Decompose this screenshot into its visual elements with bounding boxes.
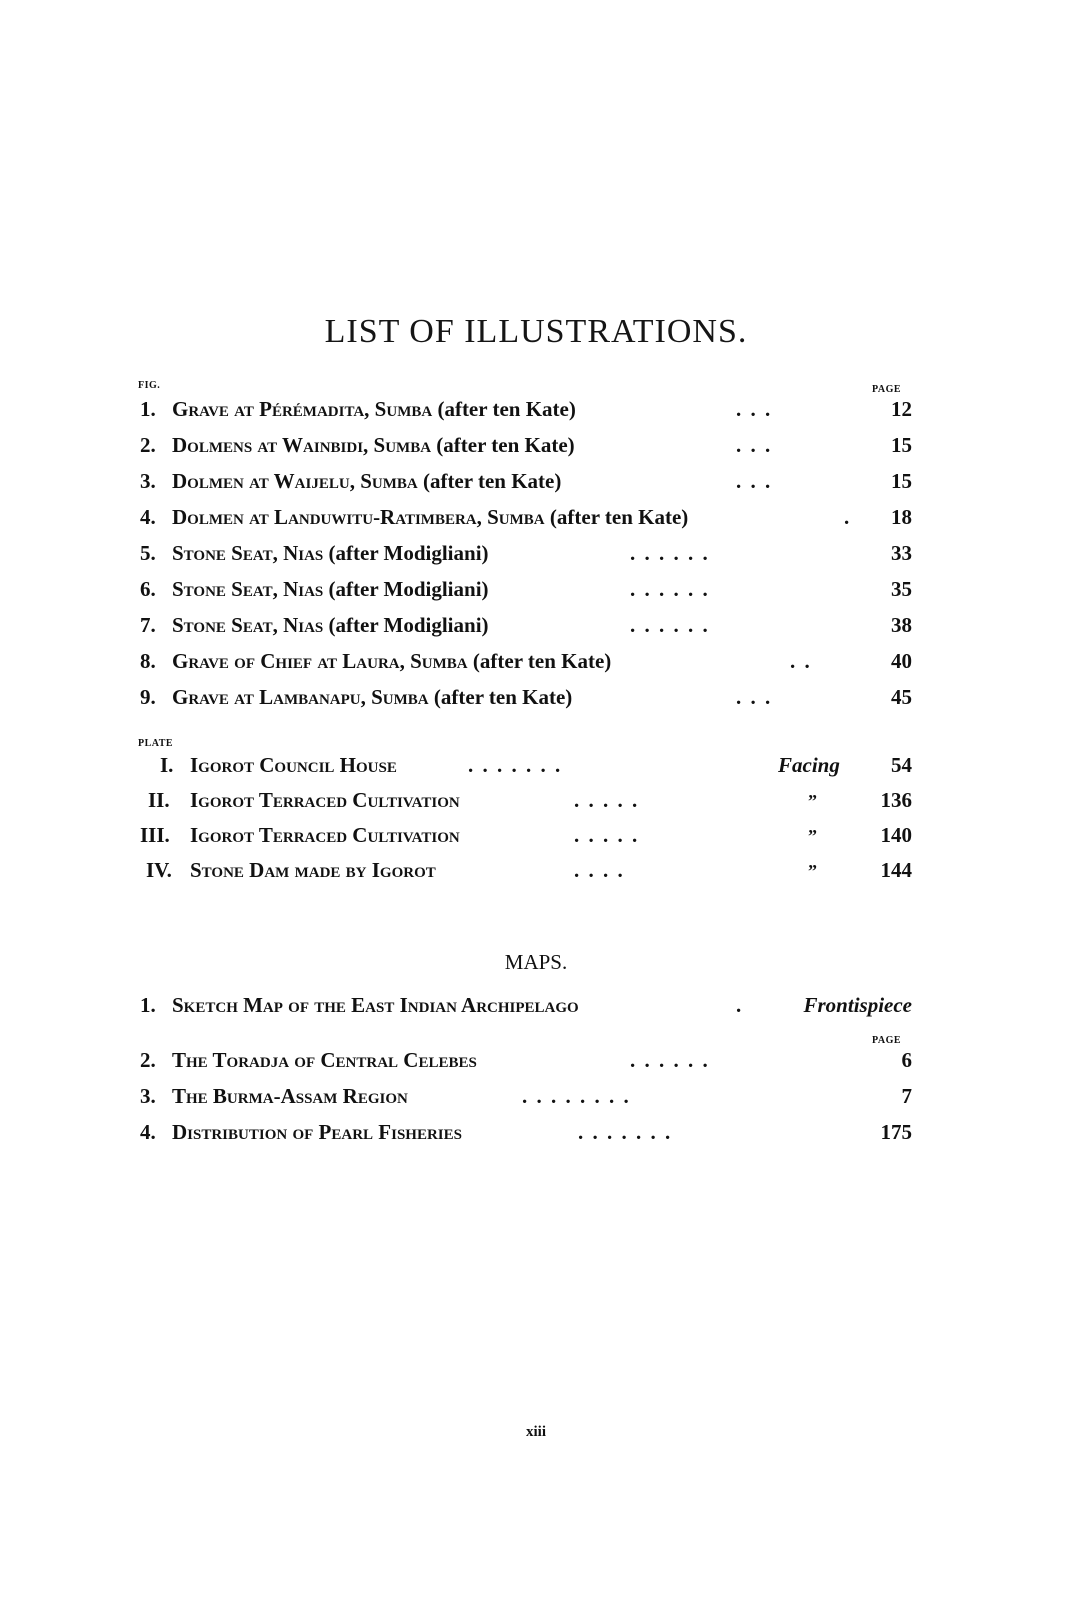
page-number: 18 [891, 505, 912, 529]
maps-page-column-label: PAGE [872, 1035, 902, 1046]
figure-number: 7. [140, 613, 156, 637]
dot-leader: . . . . . . . [468, 753, 563, 777]
figure-row-6 [0, 577, 1072, 611]
plate-column-label: PLATE [138, 738, 174, 749]
map-number: 3. [140, 1084, 156, 1108]
plate-caption: Igorot Terraced Cultivation [190, 788, 460, 812]
plate-number: III. [140, 823, 170, 847]
figure-number: 2. [140, 433, 156, 457]
figure-number: 6. [140, 577, 156, 601]
figure-number: 1. [140, 397, 156, 421]
dot-leader: . . . . [574, 858, 625, 882]
page-column-label: PAGE [872, 384, 902, 395]
page-number: 33 [891, 541, 912, 565]
map-number: 4. [140, 1120, 156, 1144]
map-row-1 [0, 993, 1072, 1027]
dot-leader: . [844, 505, 852, 529]
plate-row-1 [0, 753, 1072, 787]
figure-caption: Stone Seat, Nias (after Modigliani) [172, 541, 489, 565]
ditto-mark: ” [808, 791, 817, 811]
plate-row-2 [0, 788, 1072, 822]
figure-caption: Grave at Lambanapu, Sumba (after ten Kate) [172, 685, 573, 709]
plate-number: IV. [146, 858, 172, 882]
dot-leader: . . . . . [574, 823, 640, 847]
figure-row-1 [0, 397, 1072, 431]
figure-number: 5. [140, 541, 156, 565]
plate-caption: Stone Dam made by Igorot [190, 858, 436, 882]
figure-caption: Grave at Pérémadita, Sumba (after ten Kate) [172, 397, 576, 421]
dot-leader: . . . . . . [630, 613, 710, 637]
folio-page-number: xiii [525, 1424, 546, 1440]
ditto-mark: ” [808, 861, 817, 881]
figure-caption: Grave of Chief at Laura, Sumba (after ten Kate) [172, 649, 612, 673]
page-number: 12 [891, 397, 912, 421]
figure-caption: Stone Seat, Nias (after Modigliani) [172, 613, 489, 637]
figure-number: 9. [140, 685, 156, 709]
figure-row-8 [0, 649, 1072, 683]
figure-row-4 [0, 505, 1072, 539]
page-number: 45 [891, 685, 912, 709]
dot-leader: . . . [736, 469, 773, 493]
dot-leader: . . [790, 649, 812, 673]
dot-leader: . . . . . [574, 788, 640, 812]
page-number: 54 [891, 753, 912, 777]
dot-leader: . . . [736, 685, 773, 709]
map-row-3 [0, 1084, 1072, 1118]
frontispiece-label: Frontispiece [803, 993, 912, 1017]
figure-caption: Stone Seat, Nias (after Modigliani) [172, 577, 489, 601]
figure-caption: Dolmen at Waijelu, Sumba (after ten Kate) [172, 469, 562, 493]
maps-heading: MAPS. [504, 950, 568, 974]
page-number: 15 [891, 433, 912, 457]
map-row-4 [0, 1120, 1072, 1154]
map-number: 2. [140, 1048, 156, 1072]
map-caption: Distribution of Pearl Fisheries [172, 1120, 462, 1144]
plate-caption: Igorot Terraced Cultivation [190, 823, 460, 847]
ditto-mark: ” [808, 826, 817, 846]
dot-leader: . . . . . . [630, 1048, 710, 1072]
figure-caption: Dolmens at Wainbidi, Sumba (after ten Kate) [172, 433, 575, 457]
page-number: 40 [891, 649, 912, 673]
page-number: 6 [901, 1048, 912, 1072]
figure-row-9 [0, 685, 1072, 719]
dot-leader: . . . [736, 397, 773, 421]
figure-row-2 [0, 433, 1072, 467]
figure-row-7 [0, 613, 1072, 647]
page-number: 175 [880, 1120, 912, 1144]
figure-number: 8. [140, 649, 156, 673]
map-caption: Sketch Map of the East Indian Archipelago [172, 993, 579, 1017]
map-number: 1. [140, 993, 156, 1017]
page-number: 7 [901, 1084, 912, 1108]
dot-leader: . . . . . . [630, 541, 710, 565]
figure-caption: Dolmen at Landuwitu-Ratimbera, Sumba (after ten Kate) [172, 505, 689, 529]
map-row-2 [0, 1048, 1072, 1082]
page-number: 144 [880, 858, 912, 882]
page-number: 140 [880, 823, 912, 847]
page-number: 136 [880, 788, 912, 812]
map-caption: The Burma-Assam Region [172, 1084, 408, 1108]
dot-leader: . . . . . . . . [522, 1084, 631, 1108]
map-caption: The Toradja of Central Celebes [172, 1048, 477, 1072]
dot-leader: . . . [736, 433, 773, 457]
figure-row-3 [0, 469, 1072, 503]
facing-label: Facing [778, 753, 840, 777]
plate-number: II. [148, 788, 170, 812]
plate-row-4 [0, 858, 1072, 892]
page-number: 38 [891, 613, 912, 637]
plate-number: I. [160, 753, 174, 777]
plate-row-3 [0, 823, 1072, 857]
page-title: LIST OF ILLUSTRATIONS. [324, 313, 748, 350]
dot-leader: . . . . . . [630, 577, 710, 601]
dot-leader: . [736, 993, 744, 1017]
figure-row-5 [0, 541, 1072, 575]
page-number: 15 [891, 469, 912, 493]
figure-number: 3. [140, 469, 156, 493]
figure-number: 4. [140, 505, 156, 529]
dot-leader: . . . . . . . [578, 1120, 673, 1144]
plate-caption: Igorot Council House [190, 753, 397, 777]
fig-column-label: FIG. [138, 380, 161, 391]
page-number: 35 [891, 577, 912, 601]
